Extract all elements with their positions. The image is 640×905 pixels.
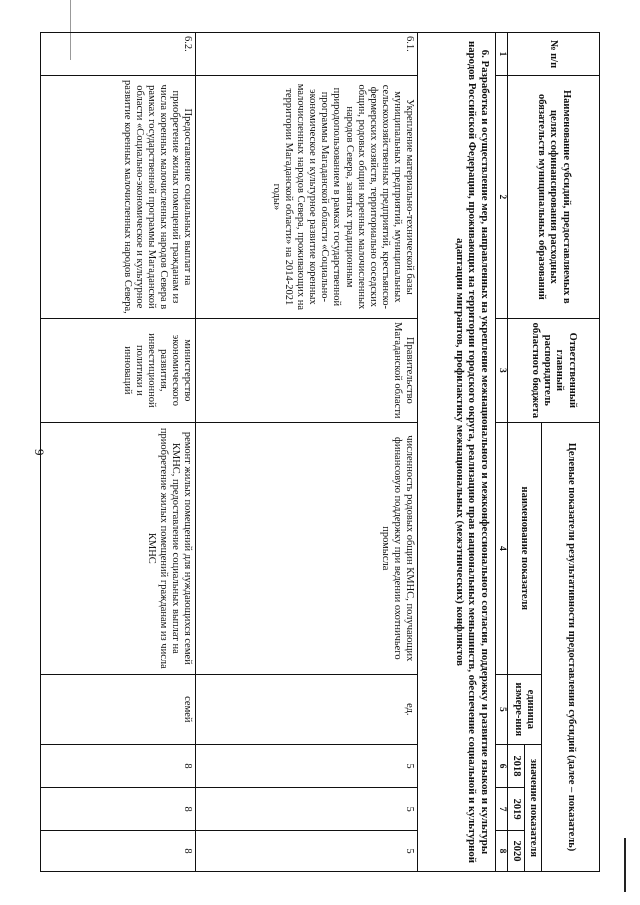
row-unit: ед. [195,674,417,744]
header-row-1 [542,33,600,872]
row-indicator: численность родовых общин КМНС, получающих финансовую поддержку при ведении охотничьего промысла [195,422,417,674]
section-row [417,33,495,872]
table-row [41,33,196,872]
row-name: Предоставление социальных выплат на приобретение жилых помещений гражданам из числа коренных малочисленных народов Севера в рамках государственной программы Магаданской области «Социально-экономическое и культурное развитие коренных малочисленных народов Севера, [41,76,196,319]
page-number: 9 [32,449,47,456]
row-value-2018: 8 [41,744,196,787]
subsidy-table [40,32,600,872]
header-indicator-name: наименование показателя [507,422,541,674]
column-number: 4 [495,422,507,674]
rotated-page-content [40,32,600,872]
row-num: 6.1. [195,33,417,76]
header-2019: 2019 [507,788,524,831]
header-targets: Целевые показатели результативности предоставления субсидий (далее – показатель) [542,422,600,871]
column-number: 5 [495,674,507,744]
row-value-2018: 5 [195,744,417,787]
header-responsible: Ответственный главный распорядитель областного бюджета [507,318,599,422]
header-name: Наименование субсидий, предоставляемых в целях софинансирования расходных обязательств муниципальных образований [507,76,599,319]
row-responsible: Правительство Магаданской области [195,318,417,422]
row-value-2019: 5 [195,788,417,831]
column-number: 6 [495,744,507,787]
column-number: 7 [495,788,507,831]
row-responsible: министерство экономического развития, инвестиционной политики и инноваций [41,318,196,422]
header-num: № п/п [507,33,599,76]
header-2018: 2018 [507,744,524,787]
row-indicator: ремонт жилых помещений для нуждающихся семей КМНС, предоставление социальных выплат на приобретение жилых помещений гражданам из числа КМНС [41,422,196,674]
row-name: Укрепление материально-технической базы муниципальных предприятий, муниципальных сельскохозяйственных предприятий, крестьянско-фермерских хозяйств, территориально соседских общин, родовых общин коренных малочисленных народов Севера, занятых традиционным природопользованием в рамках государственной программы Магаданской области «Социально-экономическое и культурное развитие коренных малочисленных народов Севера, проживающих на территории Магаданской области» на 2014-2021 годы» [195,76,417,319]
row-value-2020: 8 [41,831,196,872]
header-unit: единица измере-ния [507,674,541,744]
table-row [195,33,417,872]
row-unit: семей [41,674,196,744]
row-num: 6.2. [41,33,196,76]
header-2020: 2020 [507,831,524,872]
column-number: 1 [495,33,507,76]
column-number: 2 [495,76,507,319]
scan-edge-mark [624,838,626,892]
column-number: 8 [495,831,507,872]
header-values: значение показателя [524,744,541,871]
column-number-row [495,33,507,872]
column-number: 3 [495,318,507,422]
row-value-2019: 8 [41,788,196,831]
row-value-2020: 5 [195,831,417,872]
section-heading: 6. Разработка и осуществление мер, направленных на укрепление межнационального и межконфессионального согласия, поддержку и развитие языков и культуры народов Российской Федерации, проживающих на территории городского округа, реализацию прав национальных меньшинств, обеспечение социальной и культурной адаптации мигрантов, профилактику межнациональных (межэтнических) конфликтов [417,33,495,872]
